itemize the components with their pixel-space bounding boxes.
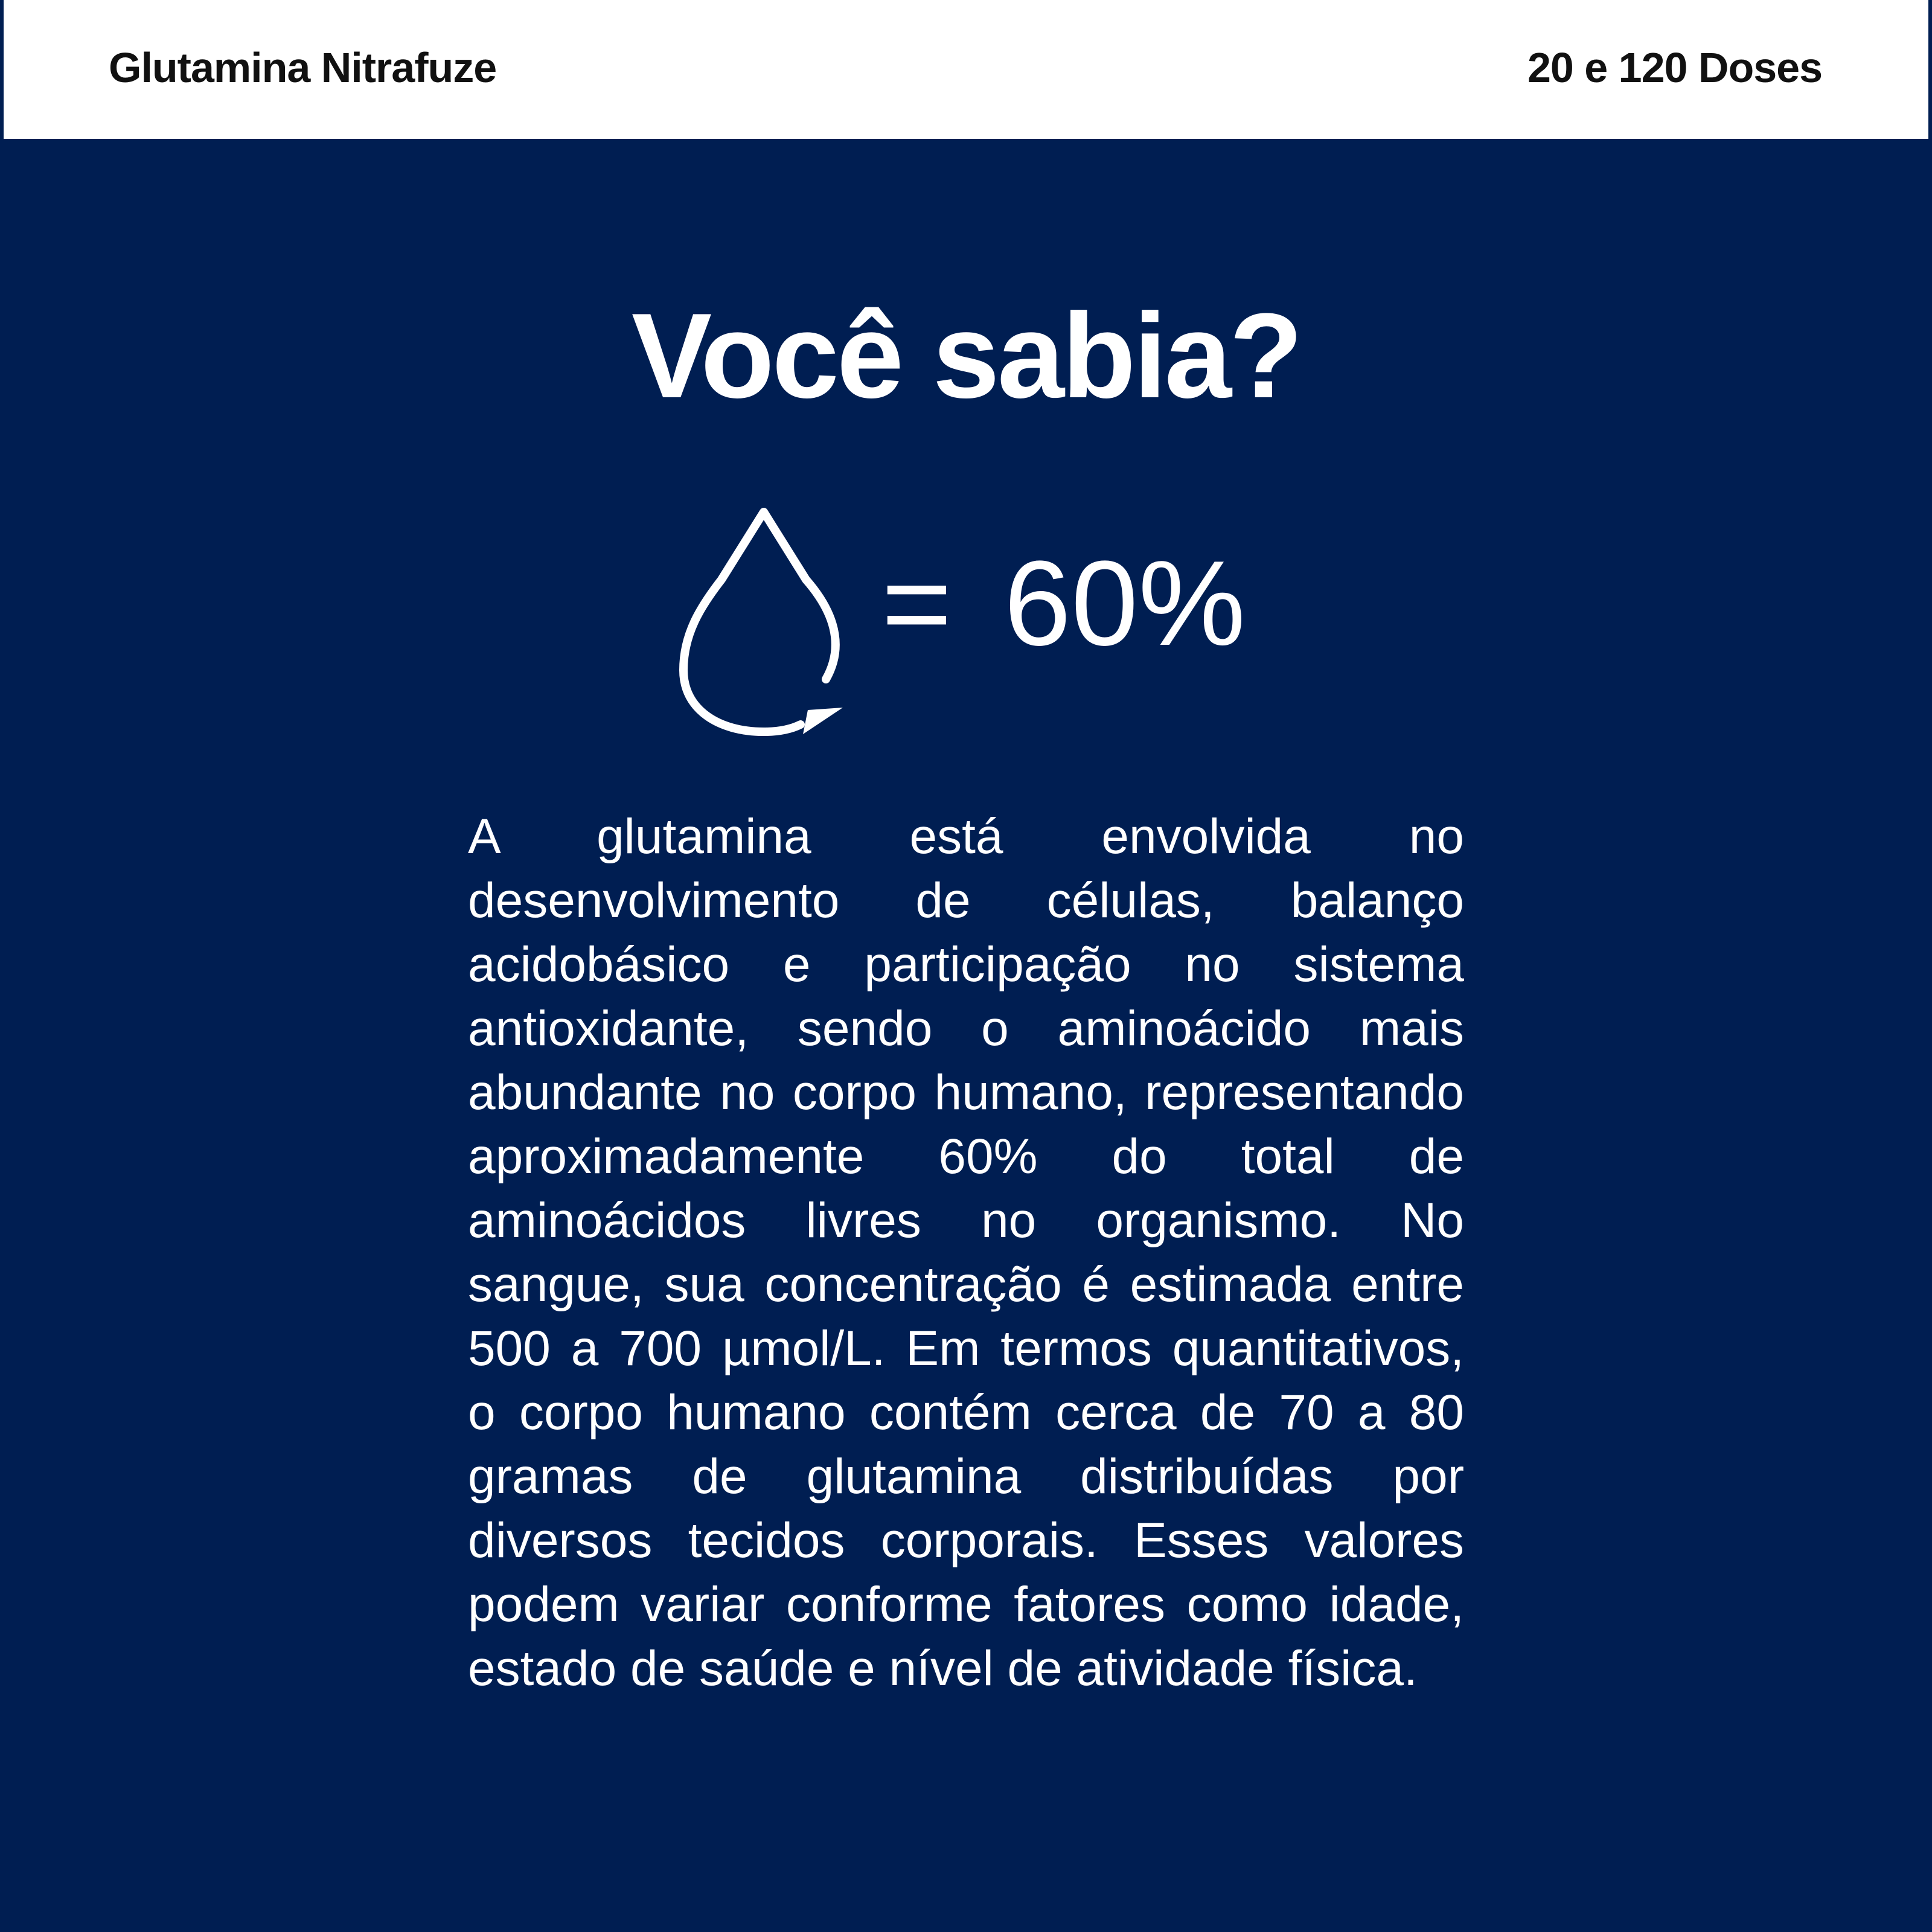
water-drop-cycle-icon — [676, 507, 851, 737]
equals-sign: = — [881, 536, 952, 671]
product-name: Glutamina Nitrafuze — [109, 44, 497, 91]
body-paragraph: A glutamina está envolvida no desenvolvimento de células, balanço acidobásico e participação no sistema antioxidante, sendo o aminoácido mais abundante no corpo humano, representando aproximadamente 60% do total de aminoácidos livres no organismo. No sangue, sua concentração é estimada entre 500 a 700 µmol/L. Em termos quantitativos, o corpo humano contém cerca de 70 a 80 gramas de glutamina distribuídas por diversos tecidos corporais. Esses valores podem variar conforme fatores como idade, estado de saúde e nível de atividade física. — [468, 809, 1464, 1696]
top-bar — [4, 0, 1928, 139]
doses-label: 20 e 120 Doses — [1527, 44, 1822, 91]
page-title: Você sabia? — [631, 289, 1301, 423]
stat-value — [881, 536, 1246, 671]
percentage-value: 60% — [1003, 536, 1246, 671]
